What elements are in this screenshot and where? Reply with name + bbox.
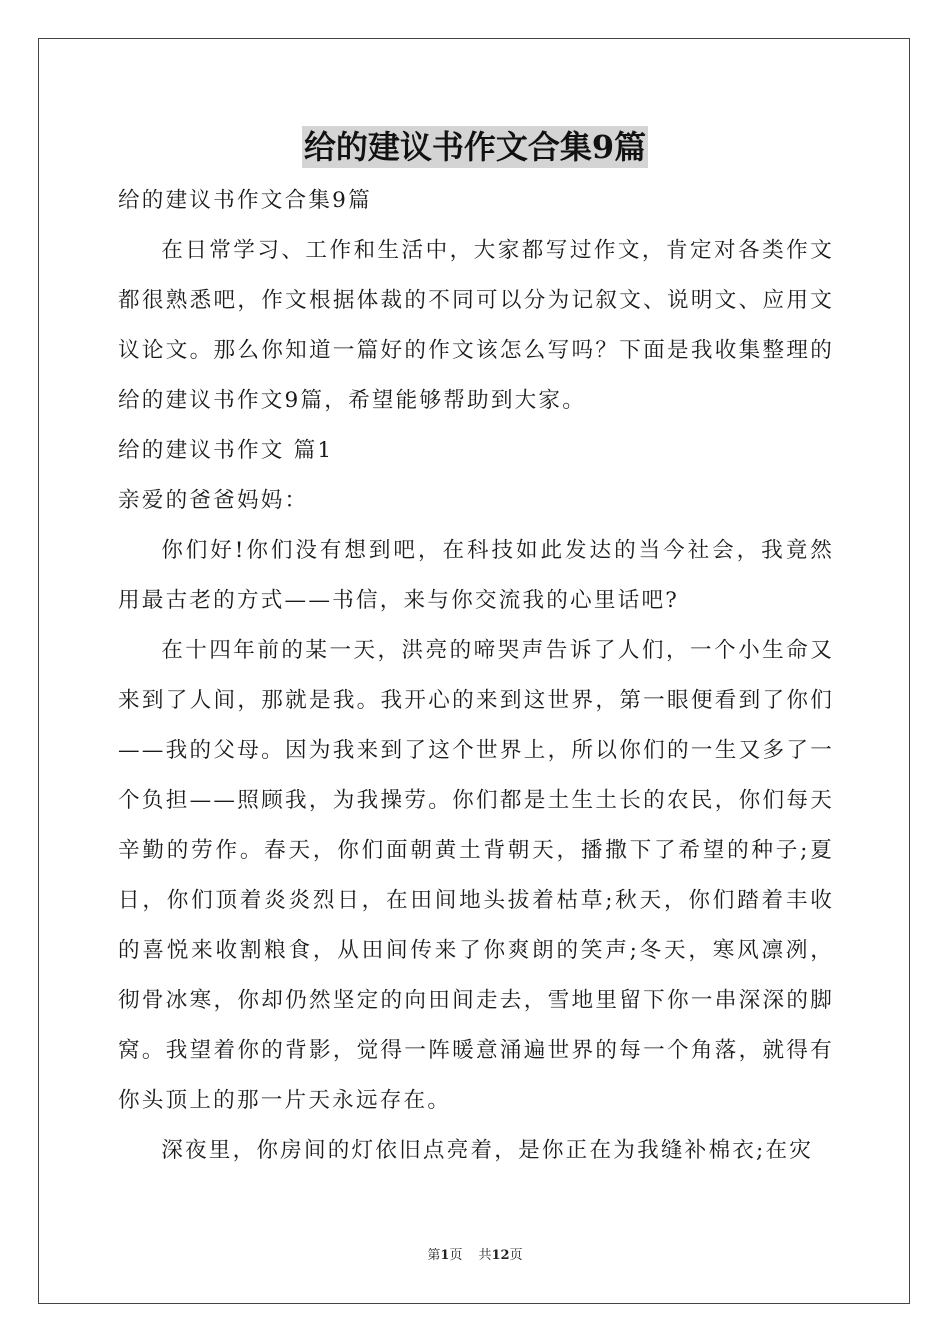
letter-salutation: 亲爱的爸爸妈妈：: [118, 488, 309, 513]
body-paragraph: 深夜里，你房间的灯依旧点亮着，是你正在为我缝补棉衣;在灾: [161, 1138, 814, 1163]
intro-paragraph: 在日常学习、工作和生活中，大家都写过作文，肯定对各类作文都很熟悉吧，作文根据体裁的不同可以分为记叙文、说明文、应用文议论文。那么你知道一篇好的作文该怎么写吗？下面是我收集整理的给的建议书作文9篇，希望能够帮助到大家。: [118, 238, 834, 413]
body-paragraph: 在十四年前的某一天，洪亮的啼哭声告诉了人们，一个小生命又来到了人间，那就是我。我开心的来到这世界，第一眼便看到了你们——我的父母。因为我来到了这个世界上，所以你们的一生又多了一个负担——照顾我，为我操劳。你们都是土生土长的农民，你们每天辛勤的劳作。春天，你们面朝黄土背朝天，播撒下了希望的种子;夏日，你们顶着炎炎烈日，在田间地头拔着枯草;秋天，你们踏着丰收的喜悦来收割粮食，从田间传来了你爽朗的笑声;冬天，寒风凛冽，彻骨冰寒，你却仍然坚定的向田间走去，雪地里留下你一串深深的脚窝。我望着你的背影，觉得一阵暖意涌遍世界的每一个角落，就得有你头顶上的那一片天永远存在。: [118, 638, 834, 1113]
document-body: [118, 176, 834, 1176]
title-wrap: [0, 126, 950, 168]
total-suffix: 页: [509, 1248, 523, 1263]
body-paragraph: 你们好!你们没有想到吧，在科技如此发达的当今社会，我竟然用最古老的方式——书信，来与你交流我的心里话吧?: [118, 538, 834, 613]
subtitle-line: 给的建议书作文合集9篇: [118, 188, 372, 213]
total-prefix: 共: [478, 1248, 492, 1263]
page-suffix: 页: [449, 1248, 463, 1263]
page-footer: [0, 1246, 950, 1266]
page-number: 1: [440, 1248, 450, 1263]
total-pages: 12: [491, 1248, 510, 1263]
section-heading: 给的建议书作文 篇1: [118, 438, 334, 463]
document-title: 给的建议书作文合集9篇: [303, 128, 647, 166]
page-prefix: 第: [427, 1248, 441, 1263]
